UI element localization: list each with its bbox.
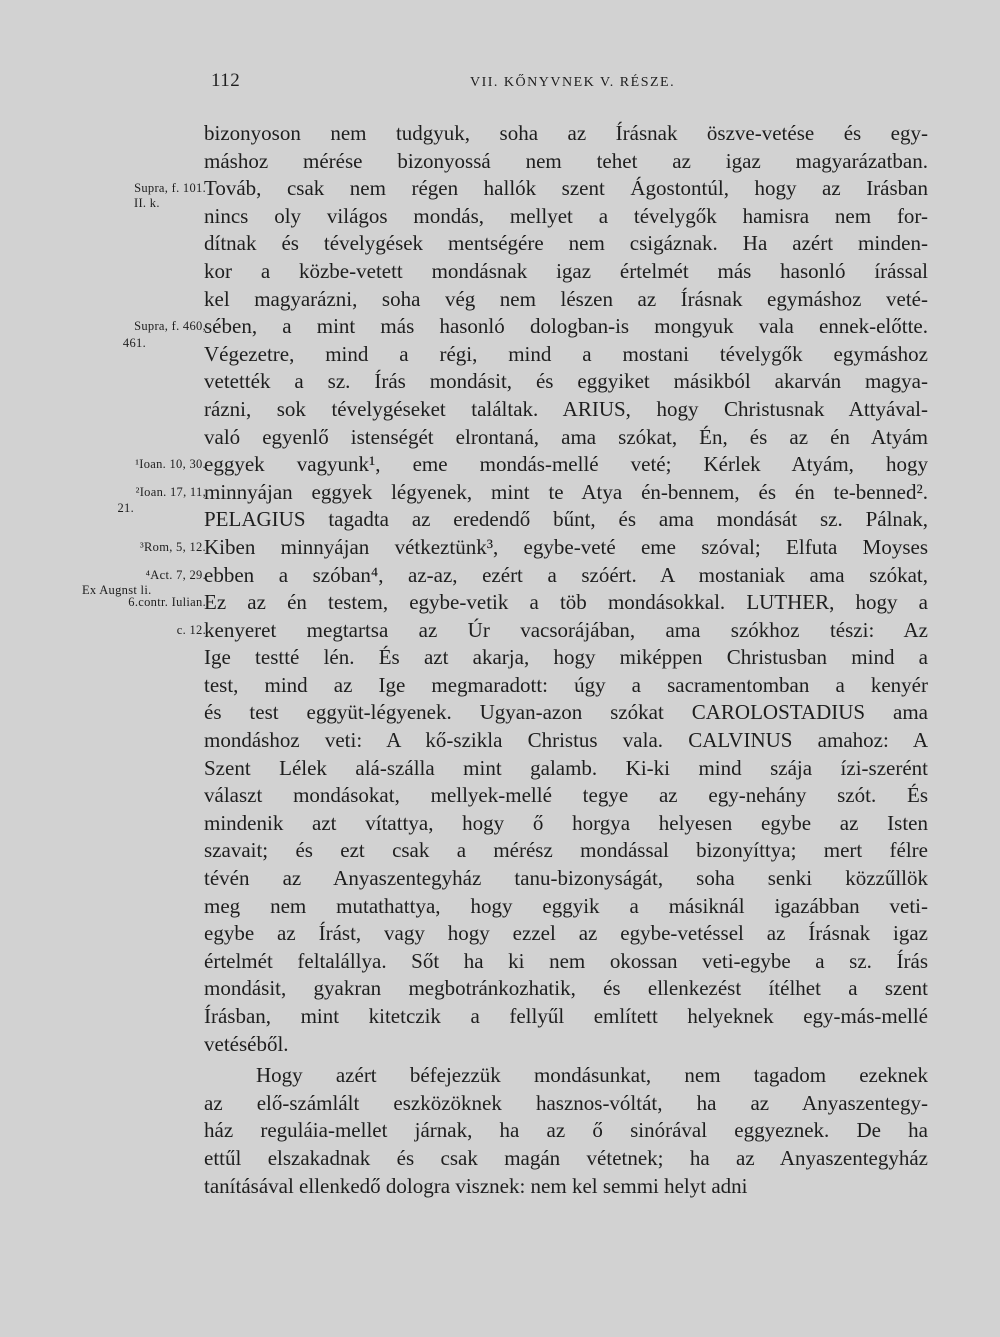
text-line: ettűl elszakadnak és csak magán vétetnek; ha az Anyaszentegyház [204, 1145, 928, 1170]
text-line: az elő-számlált eszközöknek hasznos-vóltát, ha az Anyaszentegy- [204, 1090, 928, 1115]
text-line: vetéséből. [204, 1031, 289, 1056]
margin-note: 21. [117, 501, 134, 516]
text-line: kenyeret megtartsa az Úr vacsorájában, ama szókhoz tészi: Az [204, 617, 928, 642]
text-line: PELAGIUS tagadta az eredendő bűnt, és ama mondását sz. Pálnak, [204, 507, 928, 532]
margin-note: 6.contr. Iulian. [128, 595, 206, 610]
text-line: máshoz mérése bizonyossá nem tehet az igaz magyarázatban. [204, 148, 928, 173]
text-line: eggyek vagyunk¹, eme mondás-mellé veté; Kérlek Atyám, hogy [204, 452, 928, 477]
text-line: kor a közbe-vetett mondásnak igaz értelmét más hasonló írással [204, 258, 928, 283]
text-line: szavait; és ezt csak a mérész mondással bizonyíttya; mert félre [204, 838, 928, 863]
margin-note: ²Ioan. 17, 11, [135, 484, 206, 499]
text-line: nincs oly világos mondás, mellyet a tévelygők hamisra nem for- [204, 203, 928, 228]
margin-note: Supra, f. 101. [134, 181, 206, 196]
text-line: értelmét feltalállya. Sőt ha ki nem okossan veti-egybe a sz. Írás [204, 948, 928, 973]
margin-note: Supra, f. 460, [134, 319, 206, 334]
page-number: 112 [211, 70, 241, 91]
margin-note: c. 12. [176, 622, 206, 637]
margin-note: II. k. [134, 196, 160, 211]
text-line: tanításával ellenkedő dologra visznek: nem kel semmi helyt adni [204, 1173, 748, 1198]
text-line: Ige testté lén. És azt akarja, hogy miképpen Christusban mind a [204, 645, 928, 670]
text-line: dítnak és tévelygések mentségére nem csigáznak. Ha azért minden- [204, 231, 928, 256]
margin-note: Ex Augnst li. [82, 582, 152, 597]
text-line: bizonyoson nem tudgyuk, soha az Írásnak öszve-vetése és egy- [204, 121, 928, 145]
text-line: választ mondásokat, mellyek-mellé tegye az egy-nehány szót. És [204, 783, 928, 808]
text-line: való egyenlő istenségét elrontaná, ama szókat, Én, és az én Atyám [204, 424, 928, 449]
text-line: mondáshoz veti: A kő-szikla Christus vala. CALVINUS amahoz: A [204, 728, 928, 753]
text-line: test, mind az Ige megmaradott: úgy a sacramentomban a kenyér [204, 672, 928, 697]
text-line: sében, a mint más hasonló dologban-is mongyuk vala ennek-előtte. [204, 314, 928, 339]
text-line: és test eggyüt-légyenek. Ugyan-azon szókat CAROLOSTADIUS ama [204, 700, 928, 725]
margin-note: ¹Ioan. 10, 30. [135, 457, 206, 472]
margin-note: ⁴Act. 7, 29. [145, 567, 206, 582]
margin-note: 461. [122, 335, 146, 350]
text-line: minnyájan eggyek légyenek, mint te Atya én-bennem, és én te-benned². [204, 479, 928, 504]
text-line: vetették a sz. Írás mondásit, és eggyiket másikból akarván magya- [204, 369, 928, 394]
text-line: Továb, csak nem régen hallók szent Ágostontúl, hogy az Irásban [204, 176, 928, 201]
text-line: tévén az Anyaszentegyház tanu-bizonyságát, soha senki közzűllök [204, 866, 928, 891]
text-line: Végezetre, mind a régi, mind a mostani tévelygők egymáshoz [204, 341, 928, 366]
text-line: rázni, sok tévelygéseket találtak. ARIUS, hogy Christusnak Attyával- [204, 396, 928, 421]
text-line: Kiben minnyájan vétkeztünk³, egybe-veté eme szóval; Elfuta Moyses [204, 534, 928, 559]
margin-note: ³Rom, 5, 12. [139, 540, 206, 554]
text-line: Hogy azért béfejezzük mondásunkat, nem tagadom ezeknek [256, 1063, 928, 1088]
text-line: kel magyarázni, soha vég nem lészen az Írásnak egymáshoz veté- [204, 286, 928, 311]
text-line: egybe az Írást, vagy hogy ezzel az egybe-vetéssel az Írásnak igaz [204, 921, 928, 946]
text-line: Írásban, mint kitetczik a fellyűl említett helyeknek egy-más-mellé [204, 1004, 928, 1028]
text-line: ebben a szóban⁴, az-az, ezért a szóért. A mostaniak ama szókat, [204, 562, 928, 587]
text-line: mondásit, gyakran megbotránkozhatik, és ellenkezést ítélhet a szent [204, 976, 928, 1001]
text-line: meg nem mutathattya, hogy eggyik a másiknál igazábban veti- [204, 893, 928, 918]
text-line: mindenik azt vítattya, hogy ő horgya helyesen egybe az Isten [204, 810, 928, 835]
body-text [204, 120, 928, 1200]
text-line: Ez az én testem, egybe-vetik a töb mondásokkal. LUTHER, hogy a [204, 590, 928, 615]
running-head: VII. KŐNYVNEK V. RÉSZE. [470, 75, 676, 90]
text-line: Szent Lélek alá-szálla mint galamb. Ki-ki mind szája ízi-szerént [204, 755, 928, 780]
text-line: ház reguláia-mellet járnak, ha az ő sinórával eggyeznek. De ha [204, 1118, 928, 1143]
